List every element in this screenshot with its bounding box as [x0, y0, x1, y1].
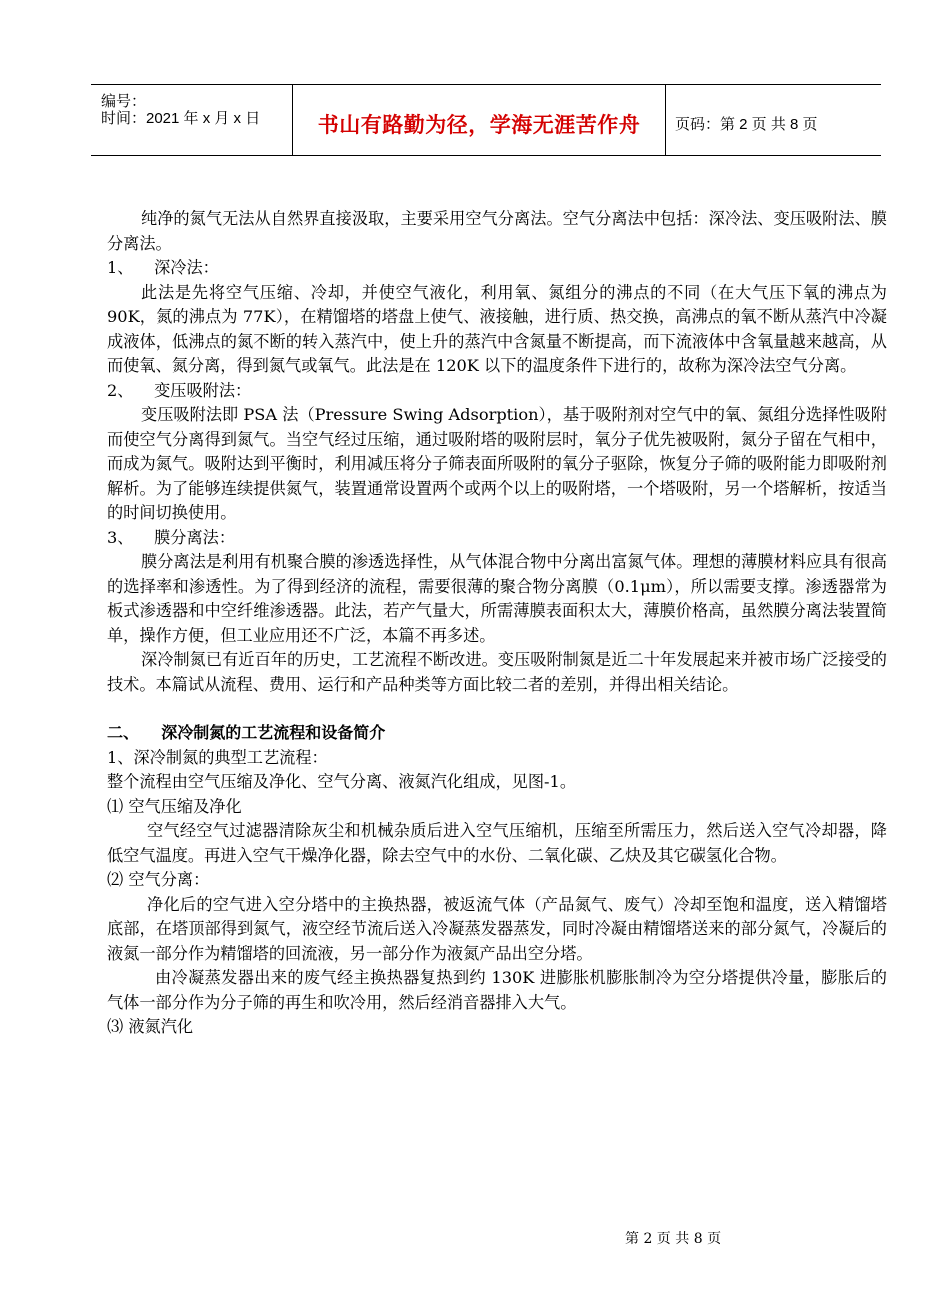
page-footer: 第 2 页 共 8 页: [625, 1231, 722, 1247]
item-1-paragraph: 空气经空气过滤器清除灰尘和机械杂质后进入空气压缩机，压缩至所需压力，然后送入空气冷却器，降低空气温度。再进入空气干燥净化器，除去空气中的水份、二氧化碳、乙炔及其它碳氢化合物。: [107, 821, 887, 865]
header-page-number: 页码：第 2 页 共 8 页: [675, 116, 818, 133]
section-2-title: 2、 变压吸附法：: [107, 380, 252, 400]
header-page-cell: [665, 85, 881, 155]
header-motto: 书山有路勤为径，学海无涯苦作舟: [317, 113, 641, 137]
item-2-paragraph-2: 由冷凝蒸发器出来的废气经主换热器复热到约 130K 进膨胀机膨胀制冷为空分塔提供冷量，膨胀后的气体一部分作为分子筛的再生和吹冷用，然后经消音器排入大气。: [107, 968, 887, 1012]
section-1-title: 1、 深冷法：: [107, 258, 219, 277]
section-1-paragraph: 此法是先将空气压缩、冷却，并使空气液化，利用氧、氮组分的沸点的不同（在大气压下氧的沸点为 90K，氮的沸点为 77K），在精馏塔的塔盘上使气、液接触，进行质、热交换，高沸点的氧不断从蒸汽中冷凝成液体，低沸点的氮不断的转入蒸汽中，使上升的蒸汽中含氮量不断提高，而下流液体中含氧量越来越高，从而使氧、氮分离，得到氮气或氧气。此法是在 120K 以下的温度条件下进行的，故称为深冷法空气分离。: [107, 282, 893, 375]
header-info-cell: [91, 85, 292, 155]
subsection-1-paragraph: 整个流程由空气压缩及净化、空气分离、液氮汽化组成，见图-1。: [107, 772, 577, 791]
item-3-title: ⑶ 液氮汽化: [107, 1017, 194, 1036]
intro-paragraph: 纯净的氮气无法从自然界直接汲取，主要采用空气分离法。空气分离法中包括：深冷法、变压吸附法、膜分离法。: [107, 209, 887, 253]
item-2-paragraph-1: 净化后的空气进入空分塔中的主换热器，被返流气体（产品氮气、废气）冷却至饱和温度，送入精馏塔底部，在塔顶部得到氮气，液空经节流后送入冷凝蒸发器蒸发，同时冷凝由精馏塔送来的部分氮气，冷凝后的液氮一部分作为精馏塔的回流液，另一部分作为液氮产品出空分塔。: [107, 894, 887, 963]
section-2-paragraph: 变压吸附法即 PSA 法（Pressure Swing Adsorption），基于吸附剂对空气中的氧、氮组分选择性吸附而使空气分离得到氮气。当空气经过压缩，通过吸附塔的吸附层时，氧分子优先被吸附，氮分子留在气相中，而成为氮气。吸附达到平衡时，利用减压将分子筛表面所吸附的氧分子驱除，恢复分子筛的吸附能力即吸附剂解析。为了能够连续提供氮气，装置通常设置两个或两个以上的吸附塔，一个塔吸附，另一个塔解析，按适当的时间切换使用。: [107, 405, 887, 522]
comparison-paragraph: 深冷制氮已有近百年的历史，工艺流程不断改进。变压吸附制氮是近二十年发展起来并被市场广泛接受的技术。本篇试从流程、费用、运行和产品种类等方面比较二者的差别，并得出相关结论。: [107, 650, 887, 694]
document-date: 时间：2021 年 x 月 x 日: [101, 110, 261, 127]
section-3-paragraph: 膜分离法是利用有机聚合膜的渗透选择性，从气体混合物中分离出富氮气体。理想的薄膜材料应具有很高的选择率和渗透性。为了得到经济的流程，需要很薄的聚合物分离膜（0.1μm），所以需要支撑。渗透器常为板式渗透器和中空纤维渗透器。此法，若产气量大，所需薄膜表面积太大，薄膜价格高，虽然膜分离法装置简单，操作方便，但工业应用还不广泛，本篇不再多述。: [107, 552, 887, 645]
item-2-title: ⑵ 空气分离：: [107, 870, 210, 889]
document-body: [107, 207, 893, 1040]
document-number: 编号：: [101, 93, 147, 110]
subsection-1-title: 1、深冷制氮的典型工艺流程：: [107, 747, 328, 767]
paragraph-gap: [107, 697, 887, 721]
chapter-2-heading: 二、 深冷制氮的工艺流程和设备简介: [107, 723, 386, 742]
header-motto-cell: [292, 85, 666, 155]
section-3-title: 3、 膜分离法：: [107, 527, 236, 547]
item-1-title: ⑴ 空气压缩及净化: [107, 796, 242, 816]
header-table: [91, 84, 881, 156]
